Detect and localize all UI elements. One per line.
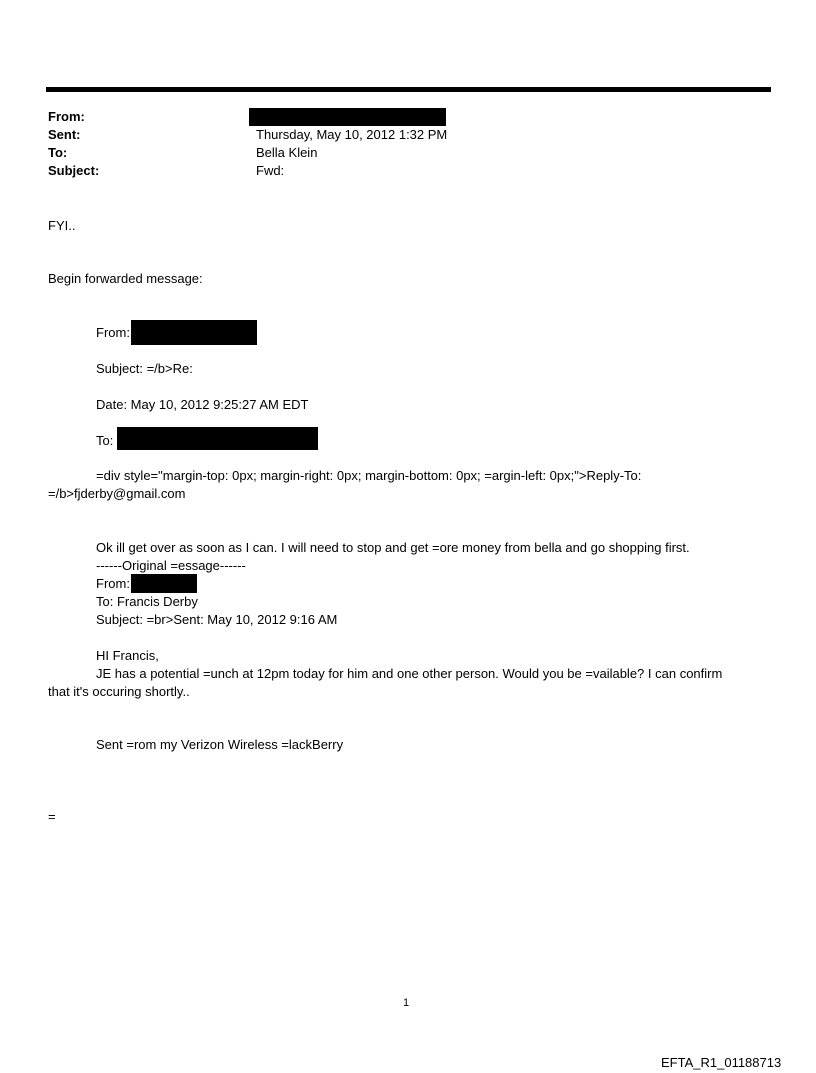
redacted-from-block — [249, 108, 446, 126]
greeting-line: HI Francis, — [96, 648, 159, 663]
sent-label: Sent: — [48, 127, 81, 142]
div-style-line: =div style="margin-top: 0px; margin-right: 0px; margin-bottom: 0px; =argin-left: 0px;">Reply-To: — [96, 468, 642, 483]
subject-label: Subject: — [48, 163, 100, 178]
fwd-subject: Subject: =/b>Re: — [96, 361, 193, 376]
orig-subject-line: Subject: =br>Sent: May 10, 2012 9:16 AM — [96, 612, 338, 627]
to-label: To: — [48, 145, 68, 160]
orig-from-label: From: — [96, 576, 130, 591]
to-value: Bella Klein — [256, 145, 318, 160]
page-number: 1 — [403, 997, 410, 1009]
sent-value: Thursday, May 10, 2012 1:32 PM — [256, 127, 448, 142]
je-message-line1: JE has a potential =unch at 12pm today for him and one other person. Would you be =vailable? I can confirm — [96, 666, 723, 681]
redacted-fwd-to-block — [117, 427, 318, 450]
trailing-equals: = — [48, 809, 56, 824]
sent-from-signature: Sent =rom my Verizon Wireless =lackBerry — [96, 737, 344, 752]
fwd-date: Date: May 10, 2012 9:25:27 AM EDT — [96, 397, 309, 412]
fwd-from-label: From: — [96, 325, 130, 340]
fyi-text: FYI.. — [48, 218, 76, 233]
from-label: From: — [48, 109, 85, 124]
begin-forwarded-text: Begin forwarded message: — [48, 271, 203, 286]
fwd-to-label: To: — [96, 433, 114, 448]
subject-value: Fwd: — [256, 163, 285, 178]
redacted-orig-from-block — [131, 574, 197, 593]
je-message-line2: that it's occuring shortly.. — [48, 684, 190, 699]
redacted-fwd-from-block — [131, 320, 257, 345]
document-id: EFTA_R1_01188713 — [661, 1055, 782, 1070]
original-message-separator: ------Original =essage------ — [96, 558, 246, 573]
reply-to-line: =/b>fjderby@gmail.com — [48, 486, 186, 501]
ok-message-line: Ok ill get over as soon as I can. I will need to stop and get =ore money from bella and go shopping first. — [96, 540, 690, 555]
orig-to-line: To: Francis Derby — [96, 594, 198, 609]
header-rule — [46, 87, 771, 92]
